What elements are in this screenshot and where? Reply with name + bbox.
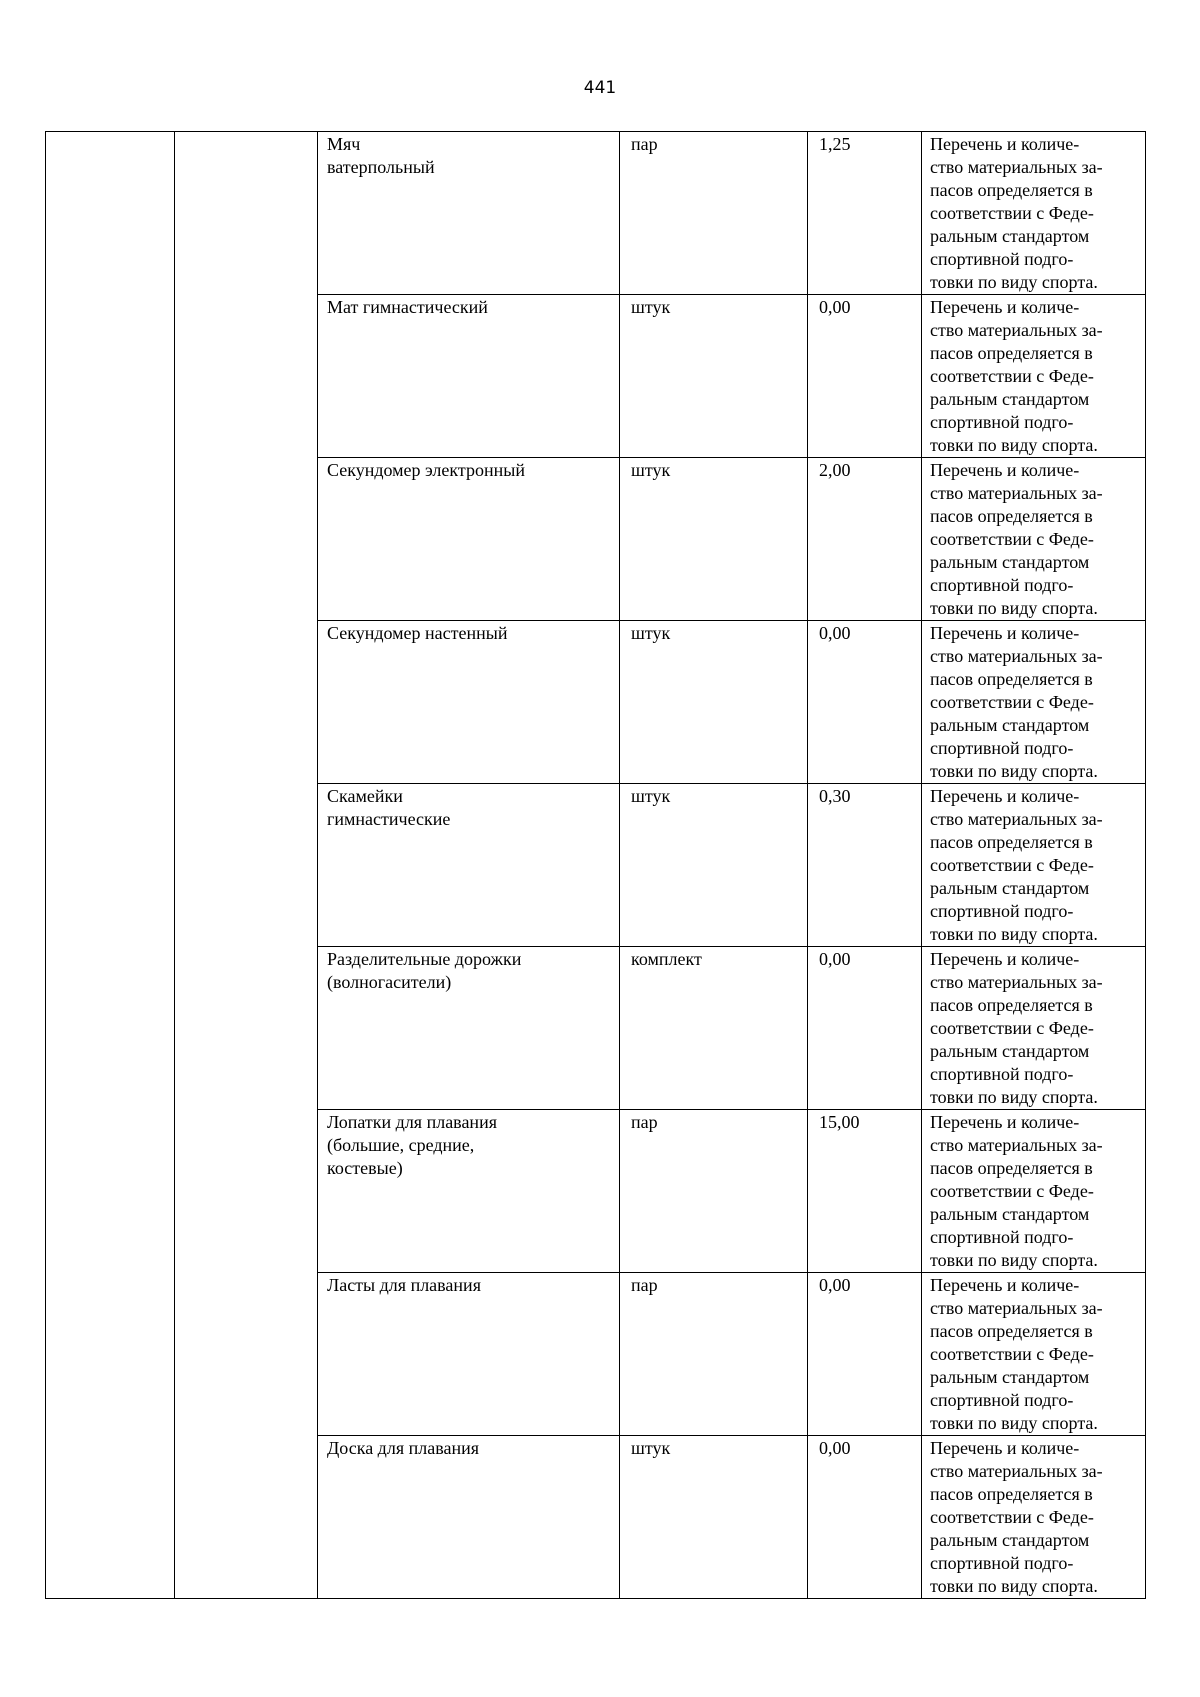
item-name-line: Лопатки для плавания (327, 1112, 497, 1132)
note-line: Перечень и количе- (930, 1275, 1080, 1295)
note-line: ство материальных за- (930, 809, 1103, 829)
note-line: ральным стандартом (930, 1041, 1090, 1061)
item-name-line: Скамейки (327, 786, 403, 806)
item-name-line: Секундомер настенный (327, 623, 508, 643)
note-line: спортивной подго- (930, 901, 1074, 921)
item-name-cell (318, 132, 620, 295)
note-line: Перечень и количе- (930, 134, 1080, 154)
note-line: ство материальных за- (930, 972, 1103, 992)
item-name-cell (318, 1110, 620, 1273)
unit-cell: пар (620, 1110, 808, 1273)
note-line: ральным стандартом (930, 1367, 1090, 1387)
note-line: товки по виду спорта. (930, 1576, 1098, 1596)
item-name-line: (большие, средние, (327, 1135, 475, 1155)
item-name-cell (318, 1273, 620, 1436)
unit-cell: комплект (620, 947, 808, 1110)
note-line: товки по виду спорта. (930, 1250, 1098, 1270)
table-row (46, 132, 1146, 295)
quantity-cell: 0,00 (808, 621, 922, 784)
note-line: ство материальных за- (930, 646, 1103, 666)
note-cell (922, 132, 1146, 295)
note-cell (922, 295, 1146, 458)
unit-cell: штук (620, 784, 808, 947)
note-line: пасов определяется в (930, 1158, 1093, 1178)
item-name-line: (волногасители) (327, 972, 452, 992)
note-line: Перечень и количе- (930, 1112, 1080, 1132)
note-line: соответствии с Феде- (930, 1181, 1094, 1201)
item-name-line: Секундомер электронный (327, 460, 525, 480)
note-line: спортивной подго- (930, 412, 1074, 432)
note-line: Перечень и количе- (930, 460, 1080, 480)
note-line: соответствии с Феде- (930, 529, 1094, 549)
item-name-line: ватерпольный (327, 157, 435, 177)
quantity-cell: 0,00 (808, 1436, 922, 1599)
note-line: ральным стандартом (930, 1530, 1090, 1550)
note-line: ство материальных за- (930, 157, 1103, 177)
unit-cell: пар (620, 1273, 808, 1436)
note-line: соответствии с Феде- (930, 203, 1094, 223)
item-name-cell (318, 295, 620, 458)
note-cell (922, 1436, 1146, 1599)
note-line: спортивной подго- (930, 738, 1074, 758)
note-line: соответствии с Феде- (930, 692, 1094, 712)
note-line: спортивной подго- (930, 1390, 1074, 1410)
note-line: пасов определяется в (930, 669, 1093, 689)
note-cell (922, 947, 1146, 1110)
item-name-cell (318, 621, 620, 784)
item-name-cell (318, 458, 620, 621)
note-line: товки по виду спорта. (930, 435, 1098, 455)
note-line: пасов определяется в (930, 1321, 1093, 1341)
note-line: ральным стандартом (930, 389, 1090, 409)
equipment-table (45, 131, 1146, 1599)
quantity-cell: 0,00 (808, 947, 922, 1110)
unit-cell: пар (620, 132, 808, 295)
note-line: соответствии с Феде- (930, 855, 1094, 875)
note-line: товки по виду спорта. (930, 272, 1098, 292)
note-line: ральным стандартом (930, 226, 1090, 246)
item-name-line: Мат гимнастический (327, 297, 488, 317)
note-line: пасов определяется в (930, 343, 1093, 363)
note-line: Перечень и количе- (930, 297, 1080, 317)
note-cell (922, 1110, 1146, 1273)
note-line: ство материальных за- (930, 483, 1103, 503)
note-line: Перечень и количе- (930, 786, 1080, 806)
table-body (46, 132, 1146, 1599)
note-line: пасов определяется в (930, 180, 1093, 200)
item-name-cell (318, 784, 620, 947)
item-name-cell (318, 947, 620, 1110)
unit-cell: штук (620, 621, 808, 784)
note-line: ство материальных за- (930, 1461, 1103, 1481)
quantity-cell: 0,30 (808, 784, 922, 947)
note-line: пасов определяется в (930, 1484, 1093, 1504)
note-line: ральным стандартом (930, 715, 1090, 735)
quantity-cell: 0,00 (808, 1273, 922, 1436)
note-line: ство материальных за- (930, 1298, 1103, 1318)
note-cell (922, 784, 1146, 947)
note-line: товки по виду спорта. (930, 924, 1098, 944)
item-name-line: Мяч (327, 134, 361, 154)
note-line: спортивной подго- (930, 249, 1074, 269)
note-line: товки по виду спорта. (930, 1413, 1098, 1433)
item-name-line: Ласты для плавания (327, 1275, 481, 1295)
quantity-cell: 0,00 (808, 295, 922, 458)
note-line: товки по виду спорта. (930, 1087, 1098, 1107)
quantity-cell: 15,00 (808, 1110, 922, 1273)
note-line: Перечень и количе- (930, 623, 1080, 643)
note-line: спортивной подго- (930, 575, 1074, 595)
note-line: ральным стандартом (930, 1204, 1090, 1224)
note-line: спортивной подго- (930, 1553, 1074, 1573)
note-line: товки по виду спорта. (930, 761, 1098, 781)
unit-cell: штук (620, 458, 808, 621)
note-cell (922, 1273, 1146, 1436)
note-line: пасов определяется в (930, 832, 1093, 852)
note-line: спортивной подго- (930, 1064, 1074, 1084)
note-line: соответствии с Феде- (930, 1507, 1094, 1527)
item-name-cell (318, 1436, 620, 1599)
note-line: ство материальных за- (930, 320, 1103, 340)
note-line: соответствии с Феде- (930, 1018, 1094, 1038)
empty-column-2-cell (175, 132, 318, 1599)
note-line: ство материальных за- (930, 1135, 1103, 1155)
quantity-cell: 2,00 (808, 458, 922, 621)
quantity-cell: 1,25 (808, 132, 922, 295)
unit-cell: штук (620, 295, 808, 458)
page-number: 441 (583, 78, 617, 98)
unit-cell: штук (620, 1436, 808, 1599)
note-line: пасов определяется в (930, 506, 1093, 526)
note-cell (922, 458, 1146, 621)
note-line: товки по виду спорта. (930, 598, 1098, 618)
item-name-line: гимнастические (327, 809, 451, 829)
note-line: пасов определяется в (930, 995, 1093, 1015)
note-line: ральным стандартом (930, 878, 1090, 898)
note-line: соответствии с Феде- (930, 1344, 1094, 1364)
note-line: Перечень и количе- (930, 1438, 1080, 1458)
note-cell (922, 621, 1146, 784)
note-line: Перечень и количе- (930, 949, 1080, 969)
item-name-line: Разделительные дорожки (327, 949, 522, 969)
item-name-line: Доска для плавания (327, 1438, 479, 1458)
empty-column-1-cell (46, 132, 175, 1599)
note-line: ральным стандартом (930, 552, 1090, 572)
note-line: спортивной подго- (930, 1227, 1074, 1247)
note-line: соответствии с Феде- (930, 366, 1094, 386)
item-name-line: костевые) (327, 1158, 403, 1178)
